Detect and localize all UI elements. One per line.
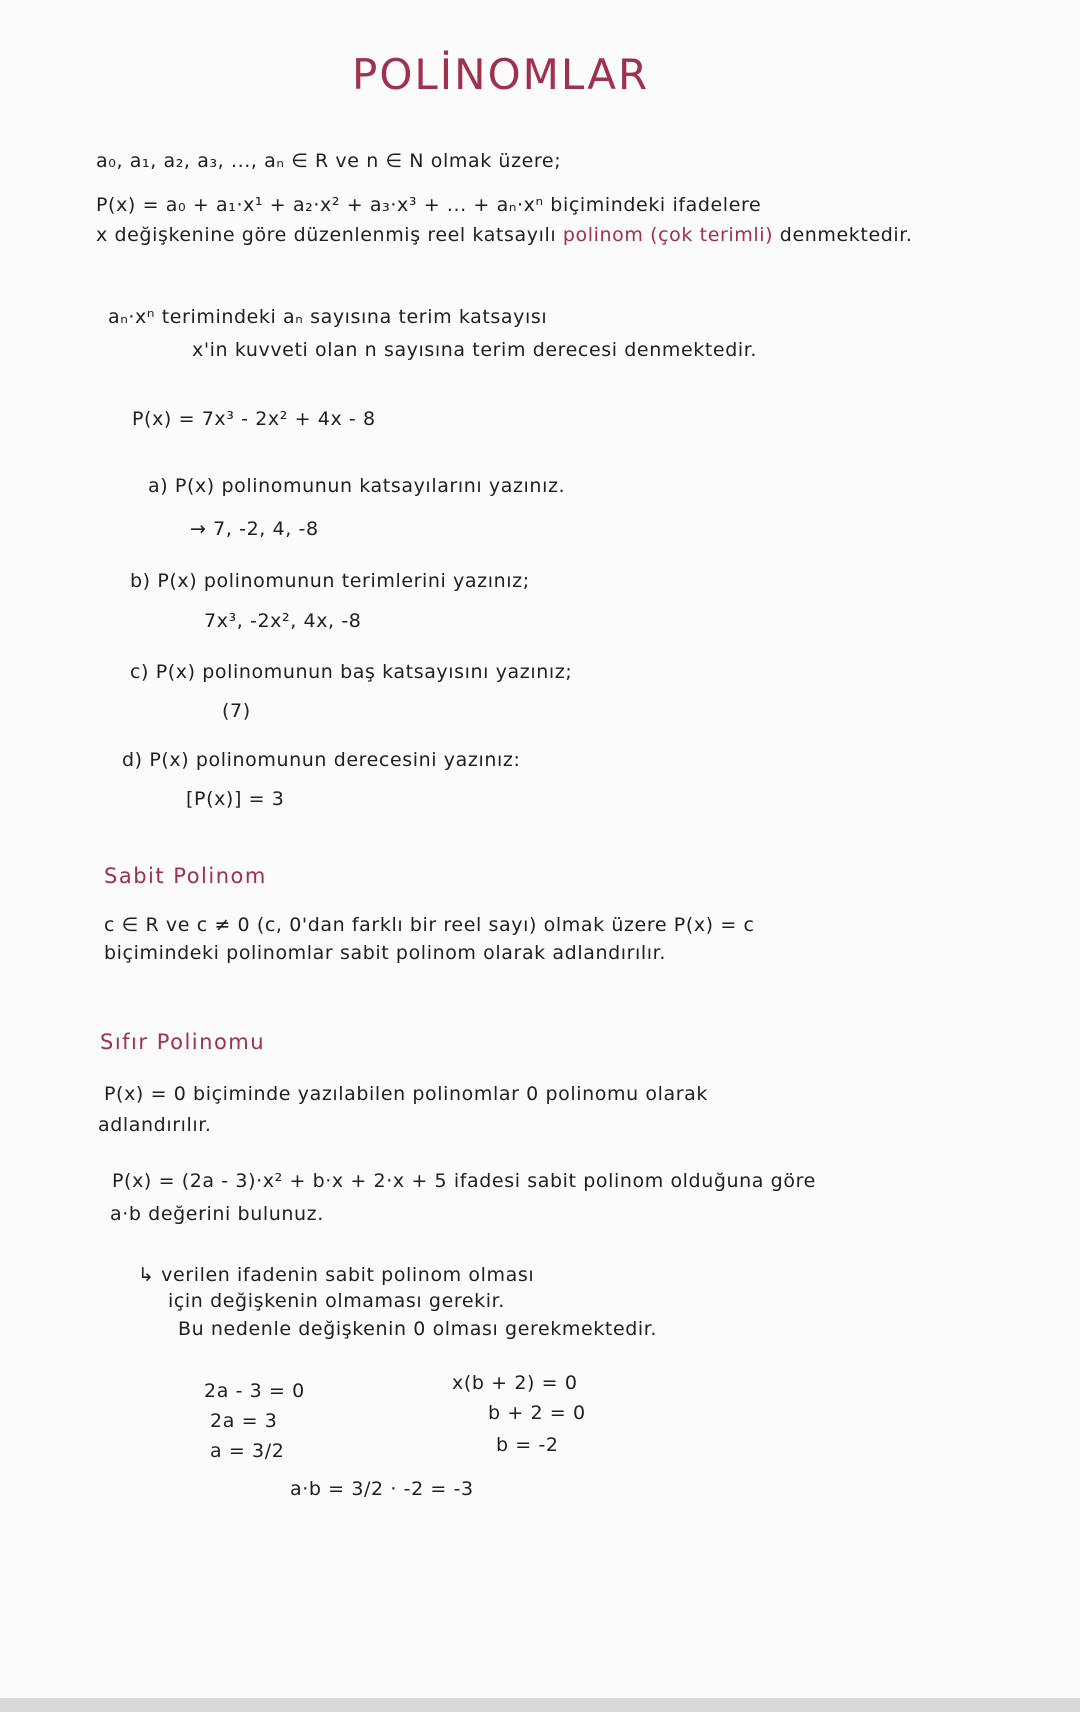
sabit-line-2: biçimindeki polinomlar sabit polinom olarak adlandırılır.: [104, 942, 666, 964]
definition-line-2: P(x) = a₀ + a₁·x¹ + a₂·x² + a₃·x³ + ... + aₙ·xⁿ biçimindeki ifadelere: [96, 194, 762, 216]
page-bottom-edge: [0, 1698, 1080, 1712]
solution-line-1: ↳ verilen ifadenin sabit polinom olması: [138, 1264, 535, 1286]
right-equation-3: b = -2: [496, 1434, 559, 1456]
example-polynomial: P(x) = 7x³ - 2x² + 4x - 8: [132, 408, 376, 430]
right-equation-2: b + 2 = 0: [488, 1402, 586, 1424]
sabit-polinom-heading: Sabit Polinom: [104, 864, 267, 888]
answer-d: [P(x)] = 3: [186, 788, 285, 810]
solution-line-3: Bu nedenle değişkenin 0 olması gerekmektedir.: [178, 1318, 658, 1340]
final-result: a·b = 3/2 · -2 = -3: [290, 1478, 474, 1500]
polinom-term-highlight: polinom (çok terimli): [562, 224, 774, 246]
definition-line-1: a₀, a₁, a₂, a₃, ..., aₙ ∈ R ve n ∈ N olmak üzere;: [96, 150, 562, 172]
page-title: POLİNOMLAR: [352, 50, 650, 99]
question-a: a) P(x) polinomunun katsayılarını yazınız.: [148, 475, 566, 497]
term-coefficient-line: aₙ·xⁿ terimindeki aₙ sayısına terim katsayısı: [108, 306, 548, 328]
definition-line-3-end: denmektedir.: [773, 224, 913, 246]
left-equation-3: a = 3/2: [210, 1440, 285, 1462]
question-c: c) P(x) polinomunun baş katsayısını yazınız;: [130, 661, 573, 683]
answer-c: (7): [222, 700, 251, 722]
sifir-line-1: P(x) = 0 biçiminde yazılabilen polinomlar 0 polinomu olarak: [104, 1083, 709, 1105]
answer-b: 7x³, -2x², 4x, -8: [204, 610, 362, 632]
left-equation-1: 2a - 3 = 0: [204, 1380, 305, 1402]
sabit-line-1: c ∈ R ve c ≠ 0 (c, 0'dan farklı bir reel sayı) olmak üzere P(x) = c: [104, 914, 755, 936]
definition-line-3: [96, 224, 913, 246]
sifir-line-2: adlandırılır.: [98, 1114, 212, 1136]
problem-line-2: a·b değerini bulunuz.: [110, 1203, 324, 1225]
problem-line-1: P(x) = (2a - 3)·x² + b·x + 2·x + 5 ifadesi sabit polinom olduğuna göre: [112, 1170, 816, 1192]
right-equation-1: x(b + 2) = 0: [452, 1372, 578, 1394]
solution-line-2: için değişkenin olmaması gerekir.: [168, 1290, 505, 1312]
question-d: d) P(x) polinomunun derecesini yazınız:: [122, 749, 521, 771]
definition-line-3-start: x değişkenine göre düzenlenmiş reel katsayılı: [96, 224, 563, 246]
left-equation-2: 2a = 3: [210, 1410, 278, 1432]
question-b: b) P(x) polinomunun terimlerini yazınız;: [130, 570, 530, 592]
term-degree-line: x'in kuvveti olan n sayısına terim derecesi denmektedir.: [192, 339, 758, 361]
sifir-polinomu-heading: Sıfır Polinomu: [100, 1030, 266, 1054]
answer-a: → 7, -2, 4, -8: [190, 518, 319, 540]
